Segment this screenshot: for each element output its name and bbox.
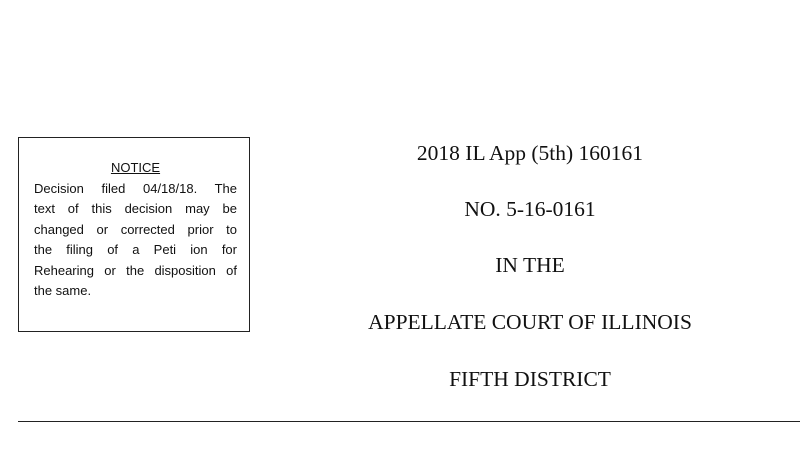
notice-line: Rehearing or the disposition of — [34, 262, 237, 278]
notice-line: changed or corrected prior to — [34, 221, 237, 237]
notice-box — [18, 137, 250, 332]
in-the-heading: IN THE — [495, 253, 565, 277]
docket-number: NO. 5-16-0161 — [464, 197, 596, 221]
notice-line: the filing of a Peti ion for — [34, 242, 237, 257]
notice-title: NOTICE — [110, 160, 161, 175]
case-citation: 2018 IL App (5th) 160161 — [416, 141, 644, 165]
court-name: APPELLATE COURT OF ILLINOIS — [368, 310, 692, 334]
divider-line — [18, 421, 800, 422]
notice-line: Decision filed 04/18/18. The — [34, 180, 237, 196]
notice-line: the same. — [34, 283, 92, 298]
district-name: FIFTH DISTRICT — [449, 367, 611, 391]
notice-line: text of this decision may be — [34, 201, 237, 216]
